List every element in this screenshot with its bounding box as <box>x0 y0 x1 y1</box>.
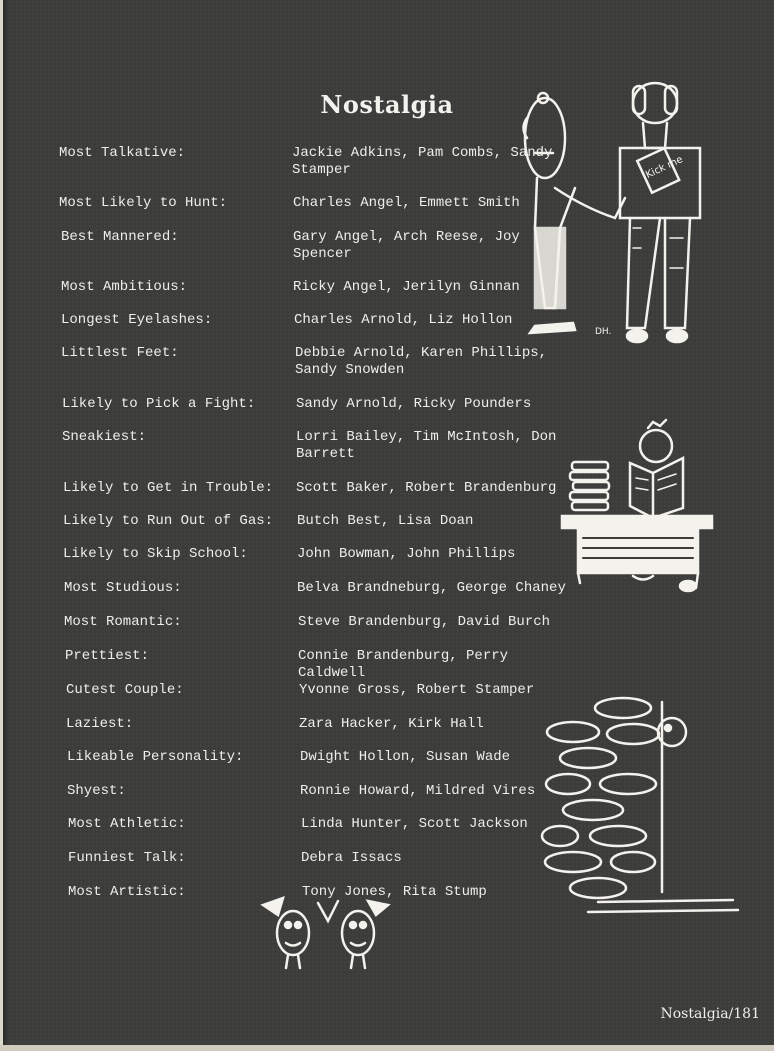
award-category: Likely to Run Out of Gas: <box>63 513 274 529</box>
page-bottom-strip <box>0 1045 774 1051</box>
award-row <box>0 648 774 684</box>
award-category: Most Likely to Hunt: <box>59 195 228 211</box>
award-names: Sandy Arnold, Ricky Pounders <box>296 396 532 412</box>
award-category: Likely to Skip School: <box>63 546 248 562</box>
award-row <box>0 614 774 650</box>
award-names: Zara Hacker, Kirk Hall <box>299 716 484 732</box>
award-category: Longest Eyelashes: <box>61 312 213 328</box>
award-names: Belva Brandneburg, George Chaney <box>297 580 566 596</box>
award-category: Prettiest: <box>65 648 150 664</box>
award-names: Gary Angel, Arch Reese, Joy Spencer <box>293 229 520 262</box>
shy-wall-doodle <box>538 692 743 922</box>
award-category: Most Artistic: <box>68 884 186 900</box>
award-names: Charles Arnold, Liz Hollon <box>294 312 513 328</box>
award-category: Most Talkative: <box>59 145 186 161</box>
award-category: Funniest Talk: <box>68 850 186 866</box>
award-category: Most Ambitious: <box>61 279 188 295</box>
kick-me-doodle <box>515 78 715 348</box>
award-names: Debbie Arnold, Karen Phillips, Sandy Snowden <box>295 345 548 378</box>
award-names: Dwight Hollon, Susan Wade <box>300 749 511 765</box>
award-names: Charles Angel, Emmett Smith <box>293 195 520 211</box>
award-names: Connie Brandenburg, Perry Caldwell <box>298 648 509 681</box>
award-names: Butch Best, Lisa Doan <box>297 513 474 529</box>
award-category: Most Romantic: <box>64 614 182 630</box>
award-names: Lorri Bailey, Tim McIntosh, Don Barrett <box>296 429 557 462</box>
award-category: Sneakiest: <box>62 429 147 445</box>
award-names: Steve Brandenburg, David Burch <box>298 614 551 630</box>
award-names: Ronnie Howard, Mildred Vires <box>300 783 536 799</box>
artist-initials: DH. <box>595 327 612 337</box>
award-category: Most Studious: <box>64 580 182 596</box>
award-category: Most Athletic: <box>68 816 186 832</box>
award-category: Laziest: <box>66 716 134 732</box>
award-category: Likely to Pick a Fight: <box>62 396 256 412</box>
award-names: Yvonne Gross, Robert Stamper <box>299 682 535 698</box>
award-names: Linda Hunter, Scott Jackson <box>301 816 528 832</box>
award-names: Ricky Angel, Jerilyn Ginnan <box>293 279 520 295</box>
page-footer: Nostalgia/181 <box>660 1006 760 1022</box>
award-names: Scott Baker, Robert Brandenburg <box>296 480 557 496</box>
award-category: Best Mannered: <box>61 229 179 245</box>
kick-me-sign-text: Kick me <box>644 154 685 181</box>
studious-desk-doodle <box>558 418 718 593</box>
award-names: Tony Jones, Rita Stump <box>302 884 487 900</box>
award-category: Likeable Personality: <box>67 749 244 765</box>
award-names: John Bowman, John Phillips <box>297 546 516 562</box>
award-category: Likely to Get in Trouble: <box>63 480 274 496</box>
award-names: Jackie Adkins, Pam Combs, Sandy Stamper <box>292 145 553 178</box>
award-row <box>0 345 774 381</box>
artistic-couple-doodle <box>258 893 403 973</box>
award-category: Shyest: <box>67 783 126 799</box>
award-category: Cutest Couple: <box>66 682 184 698</box>
award-names: Debra Issacs <box>301 850 402 866</box>
award-category: Littlest Feet: <box>61 345 179 361</box>
page-title: Nostalgia <box>320 90 454 119</box>
